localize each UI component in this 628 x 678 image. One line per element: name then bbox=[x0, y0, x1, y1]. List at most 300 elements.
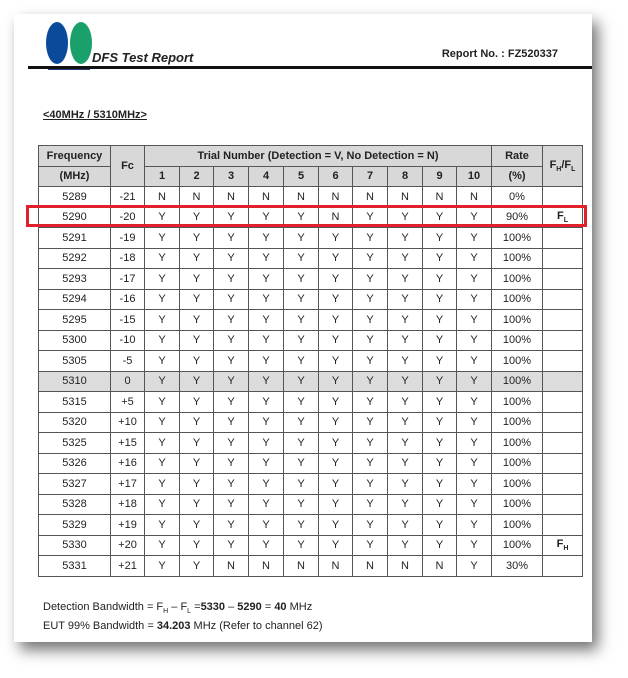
trial-cell: N bbox=[319, 207, 353, 228]
document-title: DFS Test Report bbox=[92, 50, 194, 65]
trial-cell: Y bbox=[145, 330, 180, 351]
trial-cell: Y bbox=[145, 535, 180, 556]
trial-cell: N bbox=[284, 556, 319, 577]
rate-cell: 100% bbox=[492, 351, 543, 372]
trial-cell: Y bbox=[388, 515, 423, 536]
trial-cell: Y bbox=[284, 494, 319, 515]
trial-cell: Y bbox=[145, 433, 180, 454]
trial-cell: Y bbox=[214, 248, 249, 269]
fc-cell: -16 bbox=[111, 289, 145, 310]
trial-cell: Y bbox=[423, 453, 457, 474]
header-frequency: Frequency bbox=[39, 146, 111, 167]
trial-cell: N bbox=[423, 187, 457, 208]
trial-cell: Y bbox=[423, 330, 457, 351]
fc-cell: +18 bbox=[111, 494, 145, 515]
rate-cell: 100% bbox=[492, 412, 543, 433]
trial-cell: Y bbox=[145, 494, 180, 515]
table-row bbox=[39, 248, 583, 269]
fhfl-mark-cell bbox=[543, 474, 583, 495]
trial-cell: Y bbox=[284, 474, 319, 495]
frequency-cell: 5326 bbox=[39, 453, 111, 474]
trial-number-header: 7 bbox=[353, 166, 388, 187]
trial-cell: Y bbox=[457, 515, 492, 536]
trial-cell: Y bbox=[180, 310, 214, 331]
fc-cell: -15 bbox=[111, 310, 145, 331]
frequency-cell: 5320 bbox=[39, 412, 111, 433]
trial-cell: Y bbox=[180, 453, 214, 474]
trial-cell: Y bbox=[457, 269, 492, 290]
trial-cell: Y bbox=[423, 392, 457, 413]
trial-cell: Y bbox=[353, 494, 388, 515]
trial-cell: Y bbox=[249, 392, 284, 413]
trial-cell: N bbox=[388, 187, 423, 208]
trial-cell: Y bbox=[319, 474, 353, 495]
table-row bbox=[39, 392, 583, 413]
trial-cell: Y bbox=[249, 535, 284, 556]
fhfl-mark-cell bbox=[543, 289, 583, 310]
table-row bbox=[39, 474, 583, 495]
rate-cell: 100% bbox=[492, 248, 543, 269]
trial-cell: Y bbox=[180, 351, 214, 372]
fhfl-mark-cell bbox=[543, 330, 583, 351]
header-fhfl: $F_H/F_L$ bbox=[543, 146, 583, 187]
trial-cell: Y bbox=[457, 310, 492, 331]
trial-cell: Y bbox=[457, 474, 492, 495]
trial-cell: Y bbox=[180, 269, 214, 290]
fc-cell: +20 bbox=[111, 535, 145, 556]
trial-cell: Y bbox=[353, 248, 388, 269]
frequency-cell: 5305 bbox=[39, 351, 111, 372]
trial-number-header: 4 bbox=[249, 166, 284, 187]
trial-cell: Y bbox=[214, 474, 249, 495]
fhfl-mark-cell bbox=[543, 187, 583, 208]
fhfl-mark-cell bbox=[543, 494, 583, 515]
rate-cell: 100% bbox=[492, 494, 543, 515]
trial-cell: Y bbox=[145, 412, 180, 433]
fc-cell: -19 bbox=[111, 228, 145, 249]
trial-number-header: 10 bbox=[457, 166, 492, 187]
frequency-cell: 5294 bbox=[39, 289, 111, 310]
trial-cell: Y bbox=[284, 248, 319, 269]
trial-cell: Y bbox=[353, 371, 388, 392]
trial-cell: Y bbox=[180, 207, 214, 228]
rate-cell: 100% bbox=[492, 474, 543, 495]
trial-cell: Y bbox=[457, 289, 492, 310]
trial-cell: Y bbox=[388, 269, 423, 290]
trial-cell: Y bbox=[249, 474, 284, 495]
trial-cell: Y bbox=[214, 351, 249, 372]
trial-cell: Y bbox=[284, 515, 319, 536]
trial-cell: Y bbox=[423, 228, 457, 249]
fc-cell: +5 bbox=[111, 392, 145, 413]
trial-cell: Y bbox=[457, 248, 492, 269]
fc-cell: -18 bbox=[111, 248, 145, 269]
trial-cell: Y bbox=[319, 535, 353, 556]
trial-cell: Y bbox=[319, 453, 353, 474]
fhfl-mark-cell bbox=[543, 310, 583, 331]
trial-cell: Y bbox=[457, 494, 492, 515]
fc-cell: -10 bbox=[111, 330, 145, 351]
table-row bbox=[39, 289, 583, 310]
trial-cell: Y bbox=[319, 515, 353, 536]
trial-cell: Y bbox=[180, 228, 214, 249]
fc-cell: +19 bbox=[111, 515, 145, 536]
trial-cell: Y bbox=[423, 351, 457, 372]
frequency-cell: 5293 bbox=[39, 269, 111, 290]
trial-number-header: 5 bbox=[284, 166, 319, 187]
trial-cell: Y bbox=[388, 371, 423, 392]
table-row bbox=[39, 371, 583, 392]
rate-cell: 90% bbox=[492, 207, 543, 228]
trial-number-header: 8 bbox=[388, 166, 423, 187]
trial-cell: Y bbox=[145, 207, 180, 228]
frequency-cell: 5295 bbox=[39, 310, 111, 331]
rate-cell: 100% bbox=[492, 310, 543, 331]
table-row bbox=[39, 310, 583, 331]
trial-cell: Y bbox=[353, 207, 388, 228]
trial-cell: Y bbox=[180, 330, 214, 351]
fc-cell: -21 bbox=[111, 187, 145, 208]
frequency-cell: 5329 bbox=[39, 515, 111, 536]
trial-cell: Y bbox=[319, 310, 353, 331]
trial-cell: Y bbox=[145, 515, 180, 536]
trial-cell: Y bbox=[214, 310, 249, 331]
trial-cell: Y bbox=[284, 392, 319, 413]
rate-cell: 30% bbox=[492, 556, 543, 577]
table-row bbox=[39, 330, 583, 351]
trial-cell: Y bbox=[457, 392, 492, 413]
rate-cell: 100% bbox=[492, 330, 543, 351]
trial-cell: N bbox=[214, 556, 249, 577]
fc-cell: 0 bbox=[111, 371, 145, 392]
trial-cell: Y bbox=[180, 392, 214, 413]
trial-cell: Y bbox=[423, 433, 457, 454]
table-row bbox=[39, 453, 583, 474]
trial-cell: Y bbox=[457, 228, 492, 249]
detection-bandwidth: Detection Bandwidth = $F_H - F_L =5330 - 5290 = 40$ MHz bbox=[43, 601, 313, 616]
trial-cell: N bbox=[457, 187, 492, 208]
trial-cell: Y bbox=[180, 289, 214, 310]
trial-cell: Y bbox=[214, 228, 249, 249]
trial-cell: Y bbox=[284, 289, 319, 310]
highlight-box bbox=[26, 205, 587, 227]
trial-cell: Y bbox=[319, 269, 353, 290]
frequency-cell: 5328 bbox=[39, 494, 111, 515]
fc-cell: -20 bbox=[111, 207, 145, 228]
trial-cell: Y bbox=[457, 330, 492, 351]
fhfl-mark-cell: $F_L$ bbox=[543, 207, 583, 228]
trial-cell: Y bbox=[180, 556, 214, 577]
trial-cell: Y bbox=[353, 474, 388, 495]
table-row bbox=[39, 433, 583, 454]
trial-cell: Y bbox=[319, 228, 353, 249]
trial-cell: Y bbox=[214, 433, 249, 454]
trial-cell: Y bbox=[353, 330, 388, 351]
fhfl-mark-cell bbox=[543, 248, 583, 269]
trial-cell: Y bbox=[353, 433, 388, 454]
trial-cell: Y bbox=[249, 515, 284, 536]
trial-cell: Y bbox=[145, 351, 180, 372]
trial-cell: Y bbox=[284, 371, 319, 392]
trial-cell: Y bbox=[388, 228, 423, 249]
trial-cell: Y bbox=[388, 351, 423, 372]
rate-cell: 100% bbox=[492, 535, 543, 556]
fhfl-mark-cell bbox=[543, 392, 583, 413]
trial-cell: Y bbox=[145, 310, 180, 331]
trial-cell: Y bbox=[388, 453, 423, 474]
trial-cell: Y bbox=[457, 351, 492, 372]
trial-cell: Y bbox=[249, 310, 284, 331]
trial-cell: Y bbox=[249, 289, 284, 310]
table-row bbox=[39, 515, 583, 536]
rate-cell: 100% bbox=[492, 392, 543, 413]
trial-cell: Y bbox=[423, 371, 457, 392]
fc-cell: +21 bbox=[111, 556, 145, 577]
rate-cell: 100% bbox=[492, 371, 543, 392]
trial-cell: Y bbox=[353, 310, 388, 331]
trial-cell: Y bbox=[249, 330, 284, 351]
trial-cell: Y bbox=[180, 535, 214, 556]
trial-cell: Y bbox=[214, 330, 249, 351]
trial-cell: Y bbox=[180, 433, 214, 454]
trial-cell: Y bbox=[284, 207, 319, 228]
trial-cell: N bbox=[353, 556, 388, 577]
rate-cell: 100% bbox=[492, 453, 543, 474]
trial-cell: Y bbox=[423, 474, 457, 495]
fc-cell: +15 bbox=[111, 433, 145, 454]
trial-cell: Y bbox=[214, 494, 249, 515]
trial-cell: Y bbox=[457, 412, 492, 433]
trial-cell: Y bbox=[353, 351, 388, 372]
report-number: Report No. : FZ520337 bbox=[441, 48, 558, 60]
trial-cell: Y bbox=[249, 248, 284, 269]
trial-cell: Y bbox=[284, 351, 319, 372]
trial-cell: Y bbox=[180, 474, 214, 495]
rate-cell: 100% bbox=[492, 228, 543, 249]
trial-cell: Y bbox=[284, 269, 319, 290]
header-rate-unit: (%) bbox=[492, 166, 543, 187]
fhfl-mark-cell bbox=[543, 556, 583, 577]
trial-cell: Y bbox=[457, 453, 492, 474]
trial-cell: N bbox=[249, 556, 284, 577]
trial-cell: Y bbox=[353, 289, 388, 310]
fhfl-mark-cell: $F_H$ bbox=[543, 535, 583, 556]
table-row bbox=[39, 351, 583, 372]
trial-cell: Y bbox=[284, 310, 319, 331]
trial-cell: Y bbox=[388, 474, 423, 495]
trial-cell: N bbox=[423, 556, 457, 577]
trial-cell: Y bbox=[423, 207, 457, 228]
trial-cell: Y bbox=[214, 392, 249, 413]
trial-cell: Y bbox=[388, 248, 423, 269]
trial-cell: Y bbox=[145, 248, 180, 269]
trial-cell: Y bbox=[284, 412, 319, 433]
trial-cell: Y bbox=[319, 248, 353, 269]
trial-cell: Y bbox=[284, 453, 319, 474]
trial-cell: Y bbox=[423, 494, 457, 515]
trial-cell: Y bbox=[145, 474, 180, 495]
trial-cell: N bbox=[249, 187, 284, 208]
trial-cell: N bbox=[319, 187, 353, 208]
trial-cell: Y bbox=[214, 453, 249, 474]
frequency-cell: 5300 bbox=[39, 330, 111, 351]
trial-cell: Y bbox=[249, 371, 284, 392]
frequency-cell: 5290 bbox=[39, 207, 111, 228]
trial-cell: Y bbox=[214, 535, 249, 556]
trial-cell: Y bbox=[319, 330, 353, 351]
header-divider bbox=[28, 66, 592, 69]
trial-cell: Y bbox=[319, 392, 353, 413]
rate-cell: 0% bbox=[492, 187, 543, 208]
table-row bbox=[39, 494, 583, 515]
trial-cell: Y bbox=[249, 412, 284, 433]
trial-cell: Y bbox=[388, 412, 423, 433]
frequency-cell: 5331 bbox=[39, 556, 111, 577]
trial-cell: N bbox=[353, 187, 388, 208]
trial-cell: Y bbox=[319, 289, 353, 310]
trial-cell: Y bbox=[423, 269, 457, 290]
frequency-cell: 5291 bbox=[39, 228, 111, 249]
trial-cell: Y bbox=[180, 412, 214, 433]
fc-cell: +16 bbox=[111, 453, 145, 474]
header-rate: Rate bbox=[492, 146, 543, 167]
frequency-cell: 5289 bbox=[39, 187, 111, 208]
trial-cell: Y bbox=[319, 351, 353, 372]
rate-cell: 100% bbox=[492, 515, 543, 536]
trial-cell: Y bbox=[249, 207, 284, 228]
fhfl-mark-cell bbox=[543, 351, 583, 372]
trial-cell: Y bbox=[180, 248, 214, 269]
trial-cell: Y bbox=[457, 207, 492, 228]
trial-cell: Y bbox=[214, 269, 249, 290]
trial-number-header: 2 bbox=[180, 166, 214, 187]
header-frequency-unit: (MHz) bbox=[39, 166, 111, 187]
trial-cell: Y bbox=[284, 228, 319, 249]
table-row bbox=[39, 556, 583, 577]
trial-cell: Y bbox=[353, 412, 388, 433]
trial-cell: Y bbox=[319, 412, 353, 433]
frequency-cell: 5330 bbox=[39, 535, 111, 556]
report-page bbox=[14, 14, 592, 642]
trial-cell: Y bbox=[388, 392, 423, 413]
trial-number-header: 1 bbox=[145, 166, 180, 187]
header-fc: Fc bbox=[111, 146, 145, 187]
trial-cell: Y bbox=[388, 310, 423, 331]
trial-cell: Y bbox=[145, 371, 180, 392]
table-row bbox=[39, 535, 583, 556]
trial-cell: Y bbox=[457, 556, 492, 577]
fhfl-mark-cell bbox=[543, 269, 583, 290]
trial-cell: Y bbox=[353, 228, 388, 249]
table-row bbox=[39, 187, 583, 208]
trial-cell: Y bbox=[145, 289, 180, 310]
trial-cell: N bbox=[284, 187, 319, 208]
frequency-cell: 5310 bbox=[39, 371, 111, 392]
trial-cell: N bbox=[214, 187, 249, 208]
trial-cell: Y bbox=[388, 330, 423, 351]
trial-cell: Y bbox=[423, 310, 457, 331]
trial-cell: Y bbox=[284, 535, 319, 556]
trial-cell: Y bbox=[388, 535, 423, 556]
fhfl-mark-cell bbox=[543, 515, 583, 536]
eut-bandwidth: EUT 99% Bandwidth = 34.203 MHz (Refer to channel 62) bbox=[43, 620, 323, 632]
frequency-cell: 5327 bbox=[39, 474, 111, 495]
trial-cell: Y bbox=[145, 453, 180, 474]
fc-cell: +17 bbox=[111, 474, 145, 495]
fc-cell: +10 bbox=[111, 412, 145, 433]
rate-cell: 100% bbox=[492, 289, 543, 310]
fhfl-mark-cell bbox=[543, 228, 583, 249]
trial-cell: Y bbox=[145, 556, 180, 577]
fhfl-mark-cell bbox=[543, 371, 583, 392]
table-row bbox=[39, 228, 583, 249]
trial-cell: Y bbox=[319, 371, 353, 392]
trial-cell: Y bbox=[457, 433, 492, 454]
trial-cell: Y bbox=[353, 269, 388, 290]
trial-cell: Y bbox=[145, 392, 180, 413]
trial-cell: Y bbox=[423, 412, 457, 433]
fhfl-mark-cell bbox=[543, 433, 583, 454]
trial-cell: Y bbox=[457, 371, 492, 392]
trial-cell: Y bbox=[353, 535, 388, 556]
trial-cell: Y bbox=[353, 515, 388, 536]
trial-number-header: 3 bbox=[214, 166, 249, 187]
rate-cell: 100% bbox=[492, 433, 543, 454]
trial-cell: N bbox=[319, 556, 353, 577]
trial-cell: Y bbox=[249, 269, 284, 290]
trial-cell: Y bbox=[319, 433, 353, 454]
fc-cell: -17 bbox=[111, 269, 145, 290]
trial-cell: Y bbox=[180, 515, 214, 536]
trial-cell: Y bbox=[353, 392, 388, 413]
trial-cell: Y bbox=[214, 207, 249, 228]
trial-number-header: 6 bbox=[319, 166, 353, 187]
trial-number-header: 9 bbox=[423, 166, 457, 187]
fhfl-mark-cell bbox=[543, 453, 583, 474]
trial-cell: Y bbox=[145, 269, 180, 290]
table-row bbox=[39, 269, 583, 290]
trial-cell: Y bbox=[249, 494, 284, 515]
frequency-cell: 5325 bbox=[39, 433, 111, 454]
trial-cell: Y bbox=[214, 371, 249, 392]
trial-cell: Y bbox=[388, 289, 423, 310]
trial-cell: Y bbox=[457, 535, 492, 556]
trial-cell: N bbox=[180, 187, 214, 208]
trial-cell: Y bbox=[423, 535, 457, 556]
trial-cell: Y bbox=[284, 330, 319, 351]
trial-cell: Y bbox=[423, 248, 457, 269]
rate-cell: 100% bbox=[492, 269, 543, 290]
trial-cell: Y bbox=[249, 351, 284, 372]
trial-cell: Y bbox=[249, 453, 284, 474]
trial-cell: N bbox=[388, 556, 423, 577]
trial-cell: Y bbox=[214, 289, 249, 310]
trial-cell: Y bbox=[319, 494, 353, 515]
frequency-cell: 5292 bbox=[39, 248, 111, 269]
trial-cell: Y bbox=[145, 228, 180, 249]
trial-cell: Y bbox=[249, 228, 284, 249]
trial-cell: Y bbox=[284, 433, 319, 454]
fhfl-mark-cell bbox=[543, 412, 583, 433]
trial-cell: Y bbox=[214, 515, 249, 536]
trial-cell: Y bbox=[180, 494, 214, 515]
fc-cell: -5 bbox=[111, 351, 145, 372]
trial-cell: Y bbox=[388, 207, 423, 228]
section-label: <40MHz / 5310MHz> bbox=[43, 109, 147, 121]
trial-cell: Y bbox=[249, 433, 284, 454]
trial-cell: Y bbox=[388, 494, 423, 515]
table-row bbox=[39, 412, 583, 433]
